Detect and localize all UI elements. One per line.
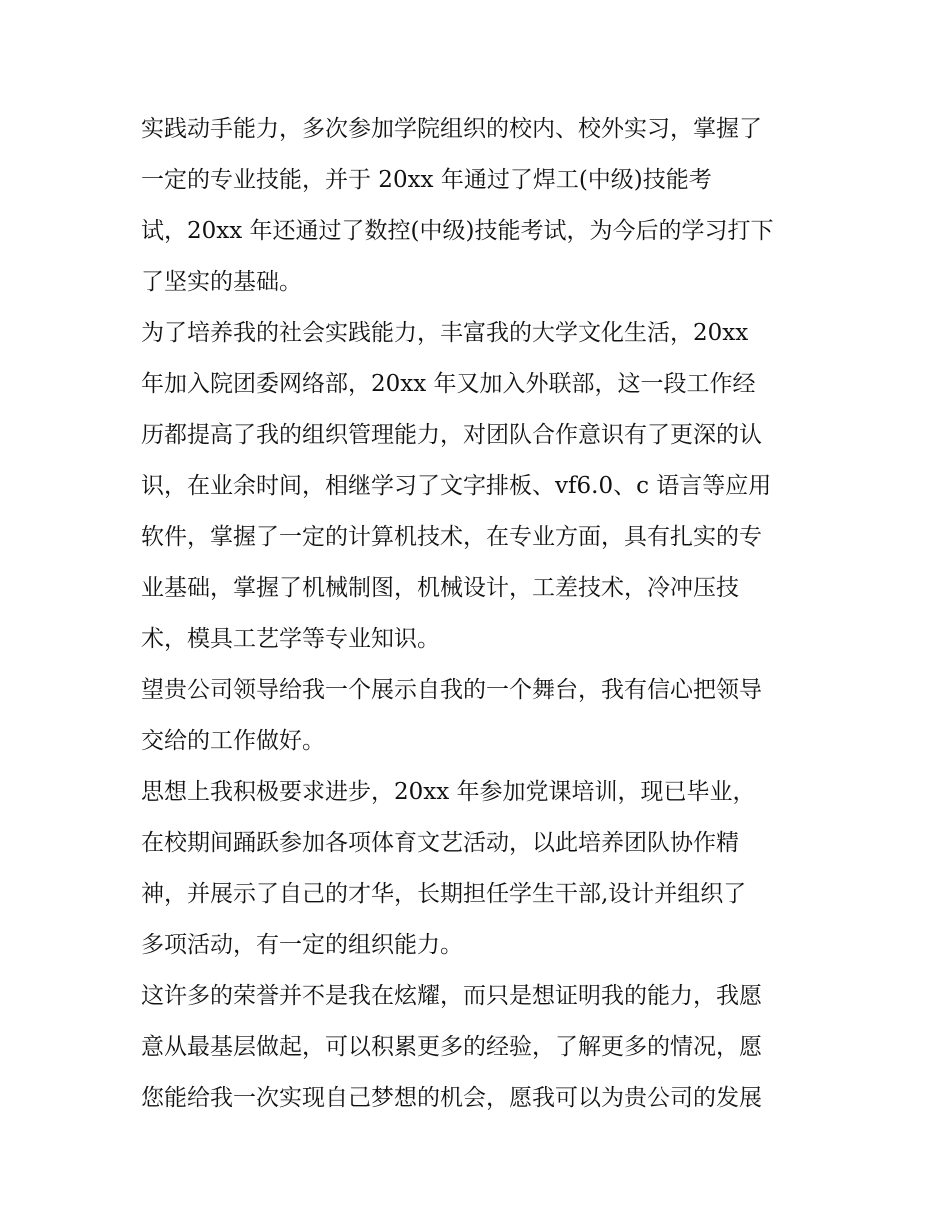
text-line: 历都提高了我的组织管理能力，对团队合作意识有了更深的认	[141, 422, 762, 448]
text-line: 软件，掌握了一定的计算机技术，在专业方面，具有扎实的专	[141, 524, 762, 550]
text-line: 术，模具工艺学等专业知识。	[141, 626, 440, 652]
text-line: 试，20xx 年还通过了数控(中级)技能考试，为今后的学习打下	[141, 218, 774, 244]
text-line: 交给的工作做好。	[141, 728, 325, 754]
text-line: 您能给我一次实现自己梦想的机会，愿我可以为贵公司的发展	[141, 1085, 762, 1111]
text-line: 望贵公司领导给我一个展示自我的一个舞台，我有信心把领导	[141, 677, 762, 703]
text-line: 这许多的荣誉并不是我在炫耀，而只是想证明我的能力，我愿	[141, 983, 762, 1009]
text-line: 多项活动，有一定的组织能力。	[141, 932, 463, 958]
text-line: 意从最基层做起，可以积累更多的经验，了解更多的情况，愿	[141, 1034, 762, 1060]
text-line: 了坚实的基础。	[141, 269, 302, 295]
text-line: 一定的专业技能，并于 20xx 年通过了焊工(中级)技能考	[141, 167, 712, 193]
text-line: 神，并展示了自己的才华，长期担任学生干部,设计并组织了	[141, 881, 747, 907]
text-line: 业基础，掌握了机械制图，机械设计，工差技术，冷冲压技	[141, 575, 739, 601]
text-line: 为了培养我的社会实践能力，丰富我的大学文化生活，20xx	[141, 320, 749, 346]
text-line: 年加入院团委网络部，20xx 年又加入外联部，这一段工作经	[141, 371, 756, 397]
text-line: 在校期间踊跃参加各项体育文艺活动，以此培养团队协作精	[141, 830, 739, 856]
text-line: 实践动手能力，多次参加学院组织的校内、校外实习，掌握了	[141, 116, 762, 142]
text-line: 思想上我积极要求进步，20xx 年参加党课培训，现已毕业，	[141, 779, 756, 805]
text-line: 识，在业余时间，相继学习了文字排板、vf6.0、c 语言等应用	[141, 473, 772, 499]
document-body	[141, 104, 821, 1124]
